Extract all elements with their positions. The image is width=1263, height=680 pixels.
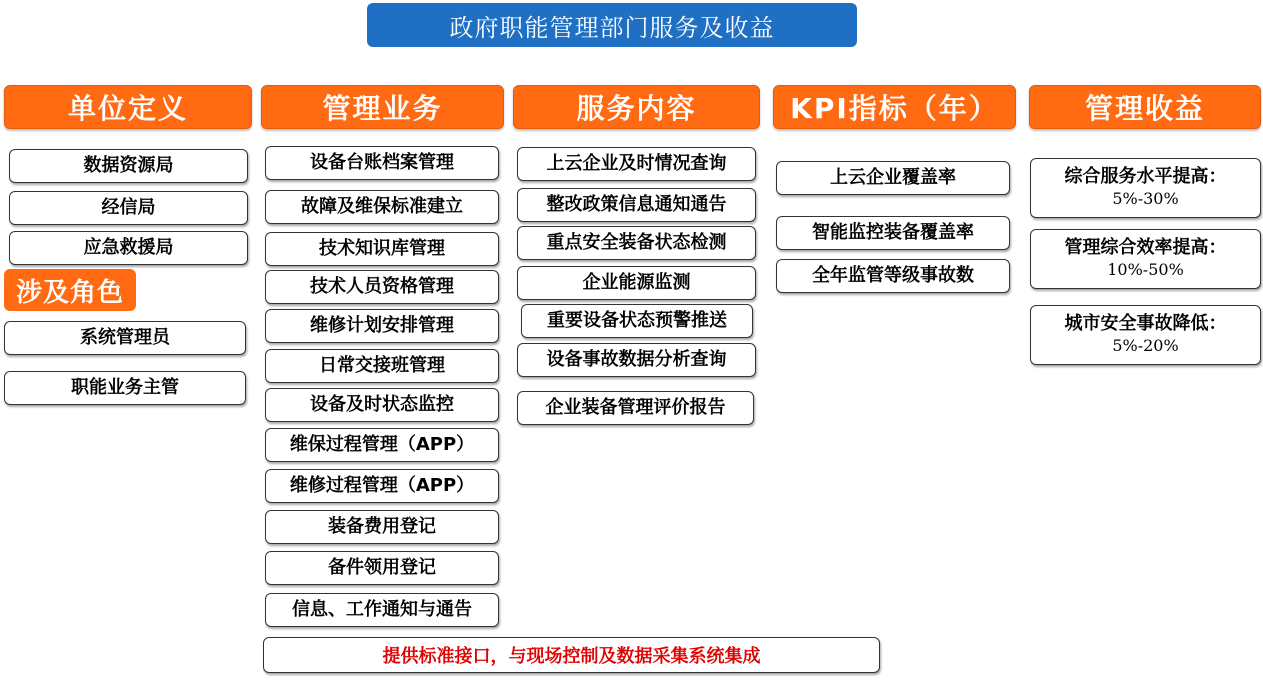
page-title: 政府职能管理部门服务及收益 — [367, 3, 857, 47]
business-item: 备件领用登记 — [265, 551, 499, 585]
service-item: 重点安全装备状态检测 — [517, 226, 756, 260]
unit-item: 数据资源局 — [9, 149, 248, 183]
service-item: 企业能源监测 — [517, 266, 756, 300]
business-item: 装备费用登记 — [265, 510, 499, 544]
header-kpi: KPI指标（年） — [773, 85, 1016, 129]
unit-item: 经信局 — [9, 191, 248, 225]
header-service: 服务内容 — [513, 85, 760, 129]
header-business: 管理业务 — [261, 85, 504, 129]
benefit-value: 5%-30% — [1112, 189, 1179, 208]
business-item: 技术知识库管理 — [265, 232, 499, 266]
benefit-value: 10%-50% — [1107, 260, 1184, 279]
benefit-item — [1030, 229, 1261, 289]
header-unit: 单位定义 — [4, 85, 252, 129]
business-item: 技术人员资格管理 — [265, 270, 499, 304]
business-item: 维修过程管理（APP） — [265, 469, 499, 503]
business-item: 信息、工作通知与通告 — [265, 593, 499, 627]
business-item: 维修计划安排管理 — [265, 309, 499, 343]
role-item: 系统管理员 — [4, 321, 246, 355]
business-item: 日常交接班管理 — [265, 349, 499, 383]
service-item: 企业装备管理评价报告 — [517, 391, 754, 425]
business-item: 设备及时状态监控 — [265, 388, 499, 422]
unit-item: 应急救援局 — [9, 231, 248, 265]
benefit-item — [1030, 158, 1261, 218]
business-item: 设备台账档案管理 — [265, 146, 499, 180]
benefit-value: 5%-20% — [1112, 336, 1179, 355]
roles-label: 涉及角色 — [4, 269, 136, 311]
business-item: 维保过程管理（APP） — [265, 428, 499, 462]
benefit-label: 城市安全事故降低： — [1064, 313, 1227, 334]
kpi-item: 上云企业覆盖率 — [776, 161, 1010, 195]
integration-note: 提供标准接口，与现场控制及数据采集系统集成 — [263, 637, 880, 673]
kpi-item: 全年监管等级事故数 — [776, 259, 1010, 293]
service-item: 设备事故数据分析查询 — [517, 343, 756, 377]
benefit-label: 综合服务水平提高： — [1064, 166, 1227, 187]
role-item: 职能业务主管 — [4, 371, 246, 405]
service-item: 整改政策信息通知通告 — [517, 188, 756, 222]
benefit-label: 管理综合效率提高： — [1064, 237, 1227, 258]
benefit-item — [1030, 305, 1261, 365]
kpi-item: 智能监控装备覆盖率 — [776, 216, 1010, 250]
business-item: 故障及维保标准建立 — [265, 190, 499, 224]
service-item: 上云企业及时情况查询 — [517, 147, 756, 181]
header-benefit: 管理收益 — [1029, 85, 1261, 129]
service-item: 重要设备状态预警推送 — [521, 304, 753, 338]
